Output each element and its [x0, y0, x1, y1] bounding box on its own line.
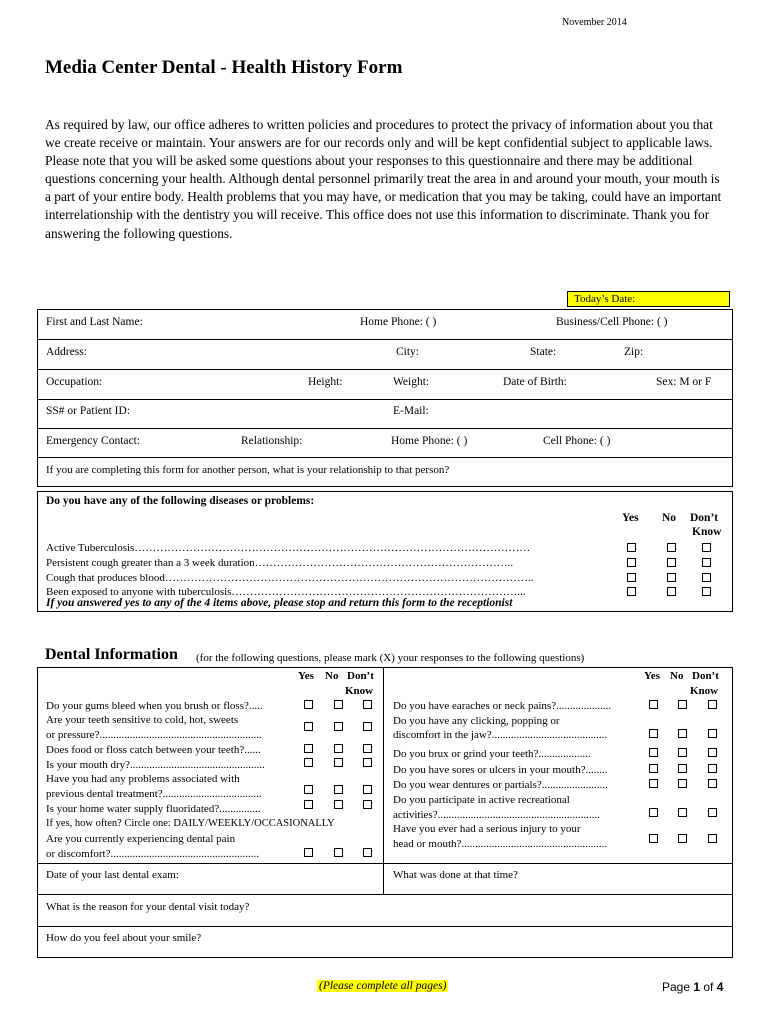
exposed-dontknow-checkbox[interactable]: [702, 587, 711, 596]
form-title: Media Center Dental - Health History Form: [45, 57, 403, 78]
cough-no-checkbox[interactable]: [667, 558, 676, 567]
stop-warning: If you answered yes to any of the 4 items above, please stop and return this form to the receptionist: [46, 597, 513, 609]
earache-no-checkbox[interactable]: [678, 700, 687, 709]
left-question: Are your teeth sensitive to cold, hot, sweets: [46, 714, 239, 726]
pain-dontknow-checkbox[interactable]: [363, 848, 372, 857]
left-question: Is your mouth dry?.................................................: [46, 759, 265, 771]
disease-row: Active Tuberculosis………………………………………………………………………………………………: [46, 542, 531, 554]
left-question: If yes, how often? Circle one: DAILY/WEEKLY/OCCASIONALLY: [46, 818, 335, 829]
injury-dontknow-checkbox[interactable]: [708, 834, 717, 843]
jaw-dontknow-checkbox[interactable]: [708, 729, 717, 738]
left-col-no: No: [325, 670, 339, 682]
dry-dontknow-checkbox[interactable]: [363, 758, 372, 767]
jaw-no-checkbox[interactable]: [678, 729, 687, 738]
right-question: Do you brux or grind your teeth?...................: [393, 748, 591, 760]
patient-info-grid: [37, 309, 733, 487]
smile-feeling-field[interactable]: How do you feel about your smile?: [46, 932, 202, 944]
left-question: or discomfort?......................................................: [46, 848, 259, 860]
sensitive-no-checkbox[interactable]: [334, 722, 343, 731]
right-question: Do you participate in active recreational: [393, 794, 570, 806]
injury-no-checkbox[interactable]: [678, 834, 687, 843]
disease-heading: Do you have any of the following diseases or problems:: [46, 495, 315, 507]
left-col-know: Know: [345, 685, 374, 697]
pain-yes-checkbox[interactable]: [304, 848, 313, 857]
right-question: Do you wear dentures or partials?........................: [393, 779, 608, 791]
brux-dontknow-checkbox[interactable]: [708, 748, 717, 757]
right-question: Have you ever had a serious injury to your: [393, 823, 581, 835]
other-person-question[interactable]: If you are completing this form for another person, what is your relationship to that person?: [46, 464, 450, 476]
blood-yes-checkbox[interactable]: [627, 573, 636, 582]
disease-row: Persistent cough greater than a 3 week duration……………………………………………………………..: [46, 557, 514, 569]
recreation-yes-checkbox[interactable]: [649, 808, 658, 817]
tb-dontknow-checkbox[interactable]: [702, 543, 711, 552]
blood-dontknow-checkbox[interactable]: [702, 573, 711, 582]
col-no: No: [662, 512, 677, 524]
previous-no-checkbox[interactable]: [334, 785, 343, 794]
sores-yes-checkbox[interactable]: [649, 764, 658, 773]
tb-no-checkbox[interactable]: [667, 543, 676, 552]
cough-dontknow-checkbox[interactable]: [702, 558, 711, 567]
col-know: Know: [692, 526, 722, 538]
left-question: or pressure?...........................................................: [46, 729, 262, 741]
gums-yes-checkbox[interactable]: [304, 700, 313, 709]
page-number: Page 1 of 4: [662, 980, 724, 994]
what-done-field[interactable]: What was done at that time?: [393, 869, 518, 881]
fluoride-dontknow-checkbox[interactable]: [363, 800, 372, 809]
food-yes-checkbox[interactable]: [304, 744, 313, 753]
left-question: Do your gums bleed when you brush or floss?.....: [46, 700, 263, 712]
col-dont: Don’t: [690, 512, 719, 524]
brux-yes-checkbox[interactable]: [649, 748, 658, 757]
right-question: Do you have sores or ulcers in your mouth?........: [393, 764, 608, 776]
city-field[interactable]: City:: [396, 346, 420, 358]
previous-dontknow-checkbox[interactable]: [363, 785, 372, 794]
earache-dontknow-checkbox[interactable]: [708, 700, 717, 709]
right-question: activities?...........................................................: [393, 809, 600, 821]
emergency-home-phone-field[interactable]: Home Phone: ( ): [391, 435, 468, 447]
relationship-field[interactable]: Relationship:: [241, 435, 303, 447]
height-field[interactable]: Height:: [308, 376, 343, 388]
tb-yes-checkbox[interactable]: [627, 543, 636, 552]
visit-questions-grid: [37, 863, 733, 958]
sensitive-yes-checkbox[interactable]: [304, 722, 313, 731]
right-question: Do you have earaches or neck pains?....................: [393, 700, 612, 712]
left-question: Is your home water supply fluoridated?...............: [46, 803, 261, 815]
fluoride-yes-checkbox[interactable]: [304, 800, 313, 809]
business-phone-field[interactable]: Business/Cell Phone: ( ): [556, 316, 668, 328]
sex-field[interactable]: Sex: M or F: [656, 376, 712, 388]
gums-no-checkbox[interactable]: [334, 700, 343, 709]
disease-section: [37, 491, 733, 612]
sores-no-checkbox[interactable]: [678, 764, 687, 773]
exposed-no-checkbox[interactable]: [667, 587, 676, 596]
food-no-checkbox[interactable]: [334, 744, 343, 753]
sores-dontknow-checkbox[interactable]: [708, 764, 717, 773]
cough-yes-checkbox[interactable]: [627, 558, 636, 567]
right-col-no: No: [670, 670, 684, 682]
left-col-yes: Yes: [298, 670, 314, 682]
brux-no-checkbox[interactable]: [678, 748, 687, 757]
weight-field[interactable]: Weight:: [393, 376, 430, 388]
sensitive-dontknow-checkbox[interactable]: [363, 722, 372, 731]
dental-subtitle: (for the following questions, please mark (X) your responses to the following questions): [196, 652, 585, 664]
col-yes: Yes: [622, 512, 639, 524]
left-question: Does food or floss catch between your teeth?......: [46, 744, 261, 756]
dentures-no-checkbox[interactable]: [678, 779, 687, 788]
right-question: discomfort in the jaw?..........................................: [393, 729, 608, 741]
exposed-yes-checkbox[interactable]: [627, 587, 636, 596]
email-field[interactable]: E-Mail:: [393, 405, 429, 417]
emergency-contact-field[interactable]: Emergency Contact:: [46, 435, 140, 447]
state-field[interactable]: State:: [530, 346, 557, 358]
left-question: Are you currently experiencing dental pain: [46, 833, 236, 845]
cell-phone-field[interactable]: Cell Phone: ( ): [543, 435, 611, 447]
blood-no-checkbox[interactable]: [667, 573, 676, 582]
recreation-dontknow-checkbox[interactable]: [708, 808, 717, 817]
left-question: previous dental treatment?....................................: [46, 788, 262, 800]
disease-row: Cough that produces blood………………………………………………………………………………………..: [46, 572, 534, 584]
ssn-field[interactable]: SS# or Patient ID:: [46, 405, 131, 417]
dry-no-checkbox[interactable]: [334, 758, 343, 767]
previous-yes-checkbox[interactable]: [304, 785, 313, 794]
right-question: Do you have any clicking, popping or: [393, 715, 560, 727]
right-question: head or mouth?.....................................................: [393, 838, 608, 850]
dental-section: [37, 667, 733, 863]
pain-no-checkbox[interactable]: [334, 848, 343, 857]
fluoride-no-checkbox[interactable]: [334, 800, 343, 809]
complete-pages-note: (Please complete all pages): [319, 980, 447, 992]
right-col-dont: Don’t: [692, 670, 719, 682]
recreation-no-checkbox[interactable]: [678, 808, 687, 817]
home-phone-field[interactable]: Home Phone: ( ): [360, 316, 437, 328]
gums-dontknow-checkbox[interactable]: [363, 700, 372, 709]
dentures-dontknow-checkbox[interactable]: [708, 779, 717, 788]
left-col-dont: Don’t: [347, 670, 374, 682]
todays-date-field[interactable]: Today’s Date:: [567, 291, 730, 307]
right-col-yes: Yes: [644, 670, 660, 682]
occupation-field[interactable]: Occupation:: [46, 376, 103, 388]
jaw-yes-checkbox[interactable]: [649, 729, 658, 738]
earache-yes-checkbox[interactable]: [649, 700, 658, 709]
dry-yes-checkbox[interactable]: [304, 758, 313, 767]
dental-title: Dental Information: [45, 646, 178, 663]
dob-field[interactable]: Date of Birth:: [503, 376, 567, 388]
address-field[interactable]: Address:: [46, 346, 87, 358]
disease-row: Been exposed to anyone with tuberculosis……………………………………………………………………...: [46, 586, 526, 598]
injury-yes-checkbox[interactable]: [649, 834, 658, 843]
zip-field[interactable]: Zip:: [624, 346, 644, 358]
intro-paragraph: As required by law, our office adheres to written policies and procedures to protect the privacy of information about you that we create receive or maintain. Your answers are for our records only and will be kept confidential subject to applicable laws. Please note that you will be asked some questions about your responses to this questionnaire and there may be additional questions concerning your health. Although dental personnel primarily treat the area in and around your mouth, your mouth is a part of your entire body. Health problems that you may have, or medication that you may be taking, could have an important interrelationship with the dentistry you will receive. This office does not use this information to discriminate. Thank you for answering the following questions.: [45, 117, 722, 241]
left-question: Have you had any problems associated with: [46, 773, 240, 785]
dentures-yes-checkbox[interactable]: [649, 779, 658, 788]
form-date: November 2014: [562, 17, 627, 28]
first-last-name-field[interactable]: First and Last Name:: [46, 316, 143, 328]
last-exam-field[interactable]: Date of your last dental exam:: [46, 869, 179, 881]
visit-reason-field[interactable]: What is the reason for your dental visit today?: [46, 901, 250, 913]
food-dontknow-checkbox[interactable]: [363, 744, 372, 753]
right-col-know: Know: [690, 685, 719, 697]
